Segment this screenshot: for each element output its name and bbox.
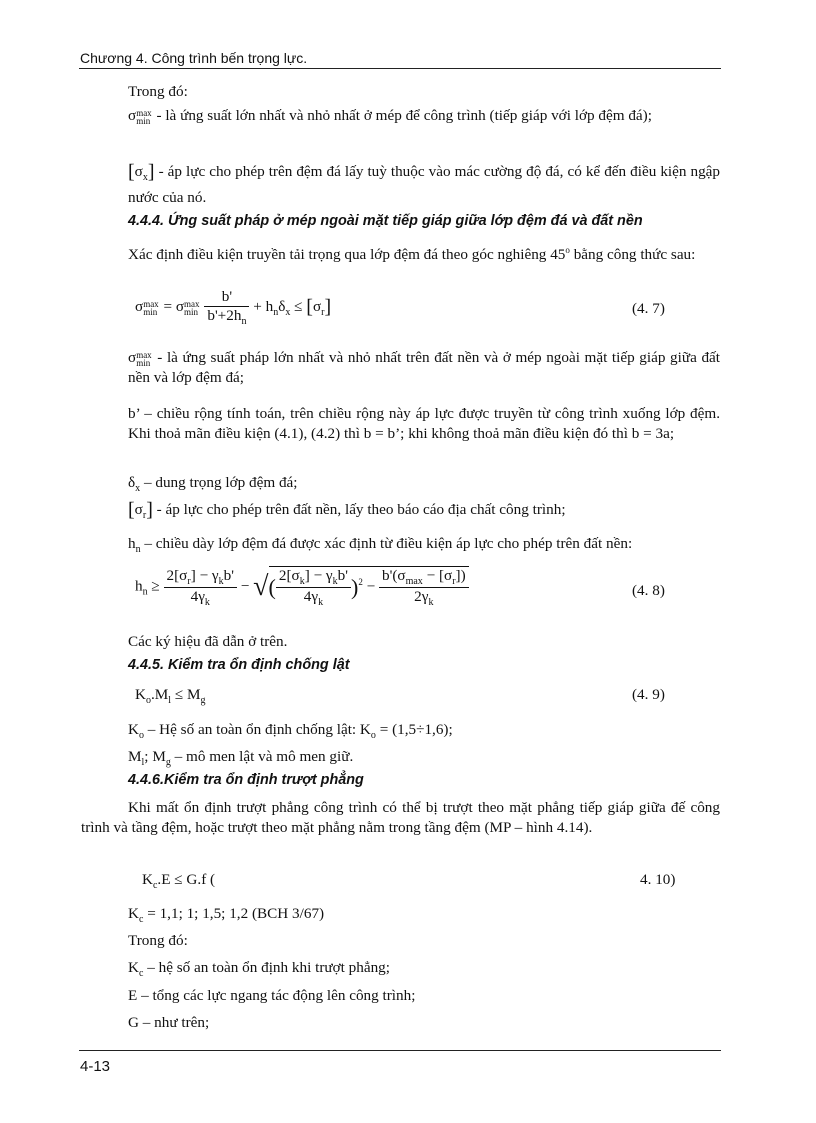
equation-4-7-number: (4. 7) [632, 300, 665, 317]
hn-definition: $h_n$ – chiều dày lớp đệm đá được xác định từ điều kiện áp lực cho phép trên đất nền: [128, 535, 633, 556]
footer-rule [79, 1050, 721, 1051]
trong-do-label: Trong đó: [128, 83, 188, 100]
ml-mg-definition: $M_l$; $M_g$ – mô men lật và mô men giữ. [128, 748, 354, 769]
equation-4-10-number: 4. 10) [640, 871, 676, 888]
g-definition: G – như trên; [128, 1014, 210, 1031]
section-4-4-4-heading: 4.4.4. Ứng suất pháp ở mép ngoài mặt tiếp giáp giữa lớp đệm đá và đất nền [128, 213, 643, 229]
sliding-paragraph: Khi mất ổn định trượt phẳng công trình có thể bị trượt theo mặt phẳng tiếp giáp giữa đế công trình và tầng đệm, hoặc trượt theo mặt phẳng nằm trong tầng đệm (MP – hình 4.14). [81, 799, 720, 836]
section-4-4-5-heading: 4.4.5. Kiểm tra ổn định chống lật [128, 657, 350, 673]
ko-definition: $K_o$ – Hệ số an toàn ổn định chống lật: $K_o = (1,5\div 1,6)$; [128, 721, 453, 742]
kc-definition: $K_c$ – hệ số an toàn ổn định khi trượt phẳng; [128, 959, 390, 980]
sigma-x-definition: $[\sigma_x]$ - áp lực cho phép trên đệm đá lấy tuỳ thuộc vào mác cường độ đá, có kể đến điều kiện ngập nước của nó. [128, 161, 721, 207]
equation-4-8: $h_n$ ≥ $\frac{2[\sigma_r] - \gamma_kb'}{4\gamma_k}$ − √( $\frac{2[\sigma_k] - \gamma_kb'}{4\gamma_k}$ )$^2$ − $\frac{b'(\sigma_{max} - [\sigma_r])}{2\gamma_k}$ [135, 566, 469, 608]
page-number: 4-13 [80, 1058, 111, 1075]
header-rule [79, 68, 721, 69]
sigma-definition: σmax min - là ứng suất lớn nhất và nhỏ nhất ở mép để công trình (tiếp giáp với lớp đệm đá); [128, 107, 652, 126]
sigma-ground-definition: σmax min - là ứng suất pháp lớn nhất và nhỏ nhất trên đất nền và ở mép ngoài mặt tiếp giáp giữa đất nền và lớp đệm đá; [128, 349, 720, 386]
trong-do-label-2: Trong đó: [128, 932, 188, 949]
equation-4-8-number: (4. 8) [632, 582, 665, 599]
equation-4-9: $K_o.M_l \le M_g$ [135, 686, 206, 707]
kc-values: $K_c = 1,1$; 1; 1,5; 1,2 (BCH 3/67) [128, 905, 325, 926]
symbols-note: Các ký hiệu đã dẫn ở trên. [128, 633, 288, 650]
load-transfer-paragraph: Xác định điều kiện truyền tải trọng qua lớp đệm đá theo góc nghiêng 45$^o$ bằng công thức sau: [128, 245, 696, 264]
chapter-header: Chương 4. Công trình bến trọng lực. [80, 50, 308, 66]
section-4-4-6-heading: 4.4.6.Kiểm tra ổn định trượt phẳng [128, 772, 364, 788]
b-width-definition: b’ – chiều rộng tính toán, trên chiều rộng này áp lực được truyền từ công trình xuống lớp đệm. Khi thoả mãn điều kiện (4.1), (4.2) thì b = b’; khi không thoả mãn điều kiện đó thì b = 3a; [128, 405, 720, 442]
equation-4-10: $K_c.E \le G.f$ ( [142, 871, 216, 892]
equation-4-9-number: (4. 9) [632, 686, 665, 703]
delta-x-definition: $\delta_x$ – dung trọng lớp đệm đá; [128, 474, 298, 495]
equation-4-7: σmax min = σmax min $\frac{b'}{b'+2h_n}$ + $h_n\delta_x \le [\sigma_r]$ [135, 288, 332, 328]
e-definition: E – tổng các lực ngang tác động lên công trình; [128, 987, 416, 1004]
sigma-r-definition: $[\sigma_r]$ - áp lực cho phép trên đất nền, lấy theo báo cáo địa chất công trình; [128, 499, 566, 522]
